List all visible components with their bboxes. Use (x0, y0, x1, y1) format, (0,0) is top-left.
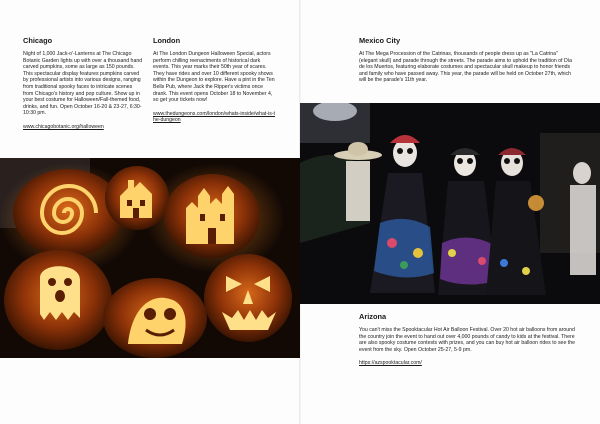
jack-o-lanterns-photo (0, 158, 300, 358)
chicago-article (23, 37, 143, 131)
jack-o-lanterns-illustration (0, 158, 300, 358)
london-body: At The London Dungeon Halloween Special, actors perform chilling reenactments of historical dark events. This year marks their 50th year of scares. They have rides and over 10 different spooky shows within the Dungeon to explore. Have a pint in the Ten Bells Pub, where Jack the Ripper's victims once drank. This event opens October 18 to November 4, so get your tickets now! (153, 51, 275, 104)
chicago-link[interactable]: www.chicagobotanic.org/halloween (23, 123, 104, 130)
catrinas-parade-photo (300, 103, 600, 304)
arizona-article (359, 313, 577, 367)
mexico-city-article (359, 37, 577, 91)
arizona-heading: Arizona (359, 312, 387, 321)
face-pumpkin (204, 254, 292, 342)
mexico-city-heading: Mexico City (359, 36, 401, 45)
london-article (153, 37, 277, 124)
creature-pumpkin (103, 278, 207, 358)
mexico-city-body: At The Mega Procession of the Catrinas, thousands of people dress up as "La Catrina" (elegant skull) and parade through the streets. The parade aims to uphold the tradition of Día de los Muertos, featuring elaborate costumes and spectacular skull makeup to honor friends and family who have passed away. This year, the parade will be held on October 27th, which will be the parade's 11th year. (359, 51, 573, 84)
haunted-house-pumpkin (105, 166, 169, 230)
chicago-heading: Chicago (23, 36, 53, 45)
ghost-pumpkin (4, 250, 112, 350)
arizona-link[interactable]: https://azspooktacular.com/ (359, 360, 422, 367)
spiral-pumpkin (13, 169, 123, 257)
chicago-body: Night of 1,000 Jack-o'-Lanterns at The Chicago Botanic Garden lights up with over a thousand hand carved pumpkins, some as large as 150 pounds. This spectacular display features pumpkins carved by professional artists into various designs, ranging from traditional spooky faces to intricate scenes from Chicago's history and pop culture. Show up in your best costume for Halloween/Fall-themed food, drinks, and fun. Open October 16-20 & 23-27, 6:30-10:30 pm. (23, 51, 143, 117)
arizona-body: You can't miss the Spooktacular Hot Air Balloon Festival. Over 20 hot air balloons from around the country join the event to hand out over 4,000 pounds of candy to kids at the festival. There are also spooky costume contests with prizes, and you can buy hot air balloon rides to see the event from the sky. Open October 25-27, 5-9 pm. (359, 327, 575, 353)
london-link[interactable]: www.thedungeons.com/london/whats-inside/what-is-the-dungeon (153, 110, 275, 124)
catrinas-parade-illustration (300, 103, 600, 304)
london-heading: London (153, 36, 181, 45)
castle-pumpkin (164, 174, 260, 258)
